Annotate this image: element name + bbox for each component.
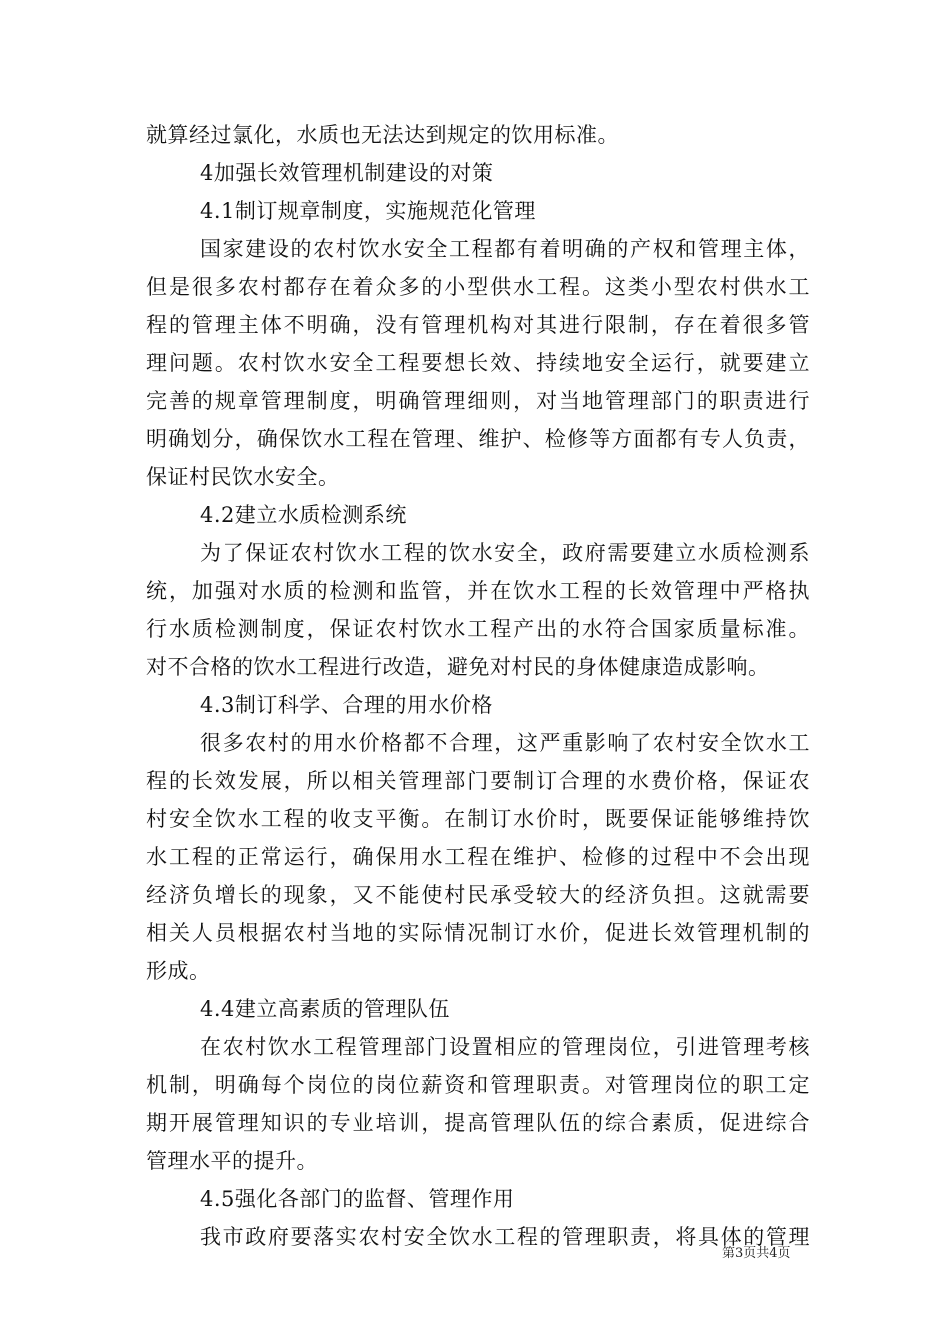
paragraph-line: 我市政府要落实农村安全饮水工程的管理职责，将具体的管理 [200, 1225, 810, 1249]
paragraph-line: 行水质检测制度，保证农村饮水工程产出的水符合国家质量标准。 [146, 617, 810, 641]
section-heading: 4.4建立高素质的管理队伍 [200, 997, 450, 1021]
paragraph-line: 为了保证农村饮水工程的饮水安全，政府需要建立水质检测系 [200, 541, 810, 565]
paragraph-line: 在农村饮水工程管理部门设置相应的管理岗位，引进管理考核 [200, 1035, 810, 1059]
section-heading: 4.2建立水质检测系统 [200, 503, 407, 527]
section-heading: 4.3制订科学、合理的用水价格 [200, 693, 493, 717]
section-heading: 4加强长效管理机制建设的对策 [200, 161, 494, 185]
paragraph-line: 理问题。农村饮水安全工程要想长效、持续地安全运行，就要建立 [146, 351, 810, 375]
paragraph-line: 程的管理主体不明确，没有管理机构对其进行限制，存在着很多管 [146, 313, 810, 337]
paragraph-line: 形成。 [146, 959, 211, 983]
paragraph-line: 程的长效发展，所以相关管理部门要制订合理的水费价格，保证农 [146, 769, 810, 793]
paragraph-line: 就算经过氯化，水质也无法达到规定的饮用标准。 [146, 123, 619, 147]
paragraph-line: 很多农村的用水价格都不合理，这严重影响了农村安全饮水工 [200, 731, 810, 755]
page-number-footer: 第3页共4页 [722, 1246, 791, 1261]
section-heading: 4.5强化各部门的监督、管理作用 [200, 1187, 515, 1211]
paragraph-line: 机制，明确每个岗位的岗位薪资和管理职责。对管理岗位的职工定 [146, 1073, 810, 1097]
paragraph-line: 但是很多农村都存在着众多的小型供水工程。这类小型农村供水工 [146, 275, 810, 299]
paragraph-line: 国家建设的农村饮水安全工程都有着明确的产权和管理主体， [200, 237, 810, 261]
paragraph-line: 相关人员根据农村当地的实际情况制订水价，促进长效管理机制的 [146, 921, 810, 945]
paragraph-line: 管理水平的提升。 [146, 1149, 318, 1173]
paragraph-line: 水工程的正常运行，确保用水工程在维护、检修的过程中不会出现 [146, 845, 810, 869]
document-body [146, 116, 810, 1256]
paragraph-line: 经济负增长的现象，又不能使村民承受较大的经济负担。这就需要 [146, 883, 810, 907]
paragraph-line: 期开展管理知识的专业培训，提高管理队伍的综合素质，促进综合 [146, 1111, 810, 1135]
paragraph-line: 村安全饮水工程的收支平衡。在制订水价时，既要保证能够维持饮 [146, 807, 810, 831]
paragraph-line: 完善的规章管理制度，明确管理细则，对当地管理部门的职责进行 [146, 389, 810, 413]
paragraph-line: 统，加强对水质的检测和监管，并在饮水工程的长效管理中严格执 [146, 579, 810, 603]
section-heading: 4.1制订规章制度，实施规范化管理 [200, 199, 536, 223]
paragraph-line: 明确划分，确保饮水工程在管理、维护、检修等方面都有专人负责， [146, 427, 810, 451]
paragraph-line: 保证村民饮水安全。 [146, 465, 340, 489]
paragraph-line: 对不合格的饮水工程进行改造，避免对村民的身体健康造成影响。 [146, 655, 770, 679]
